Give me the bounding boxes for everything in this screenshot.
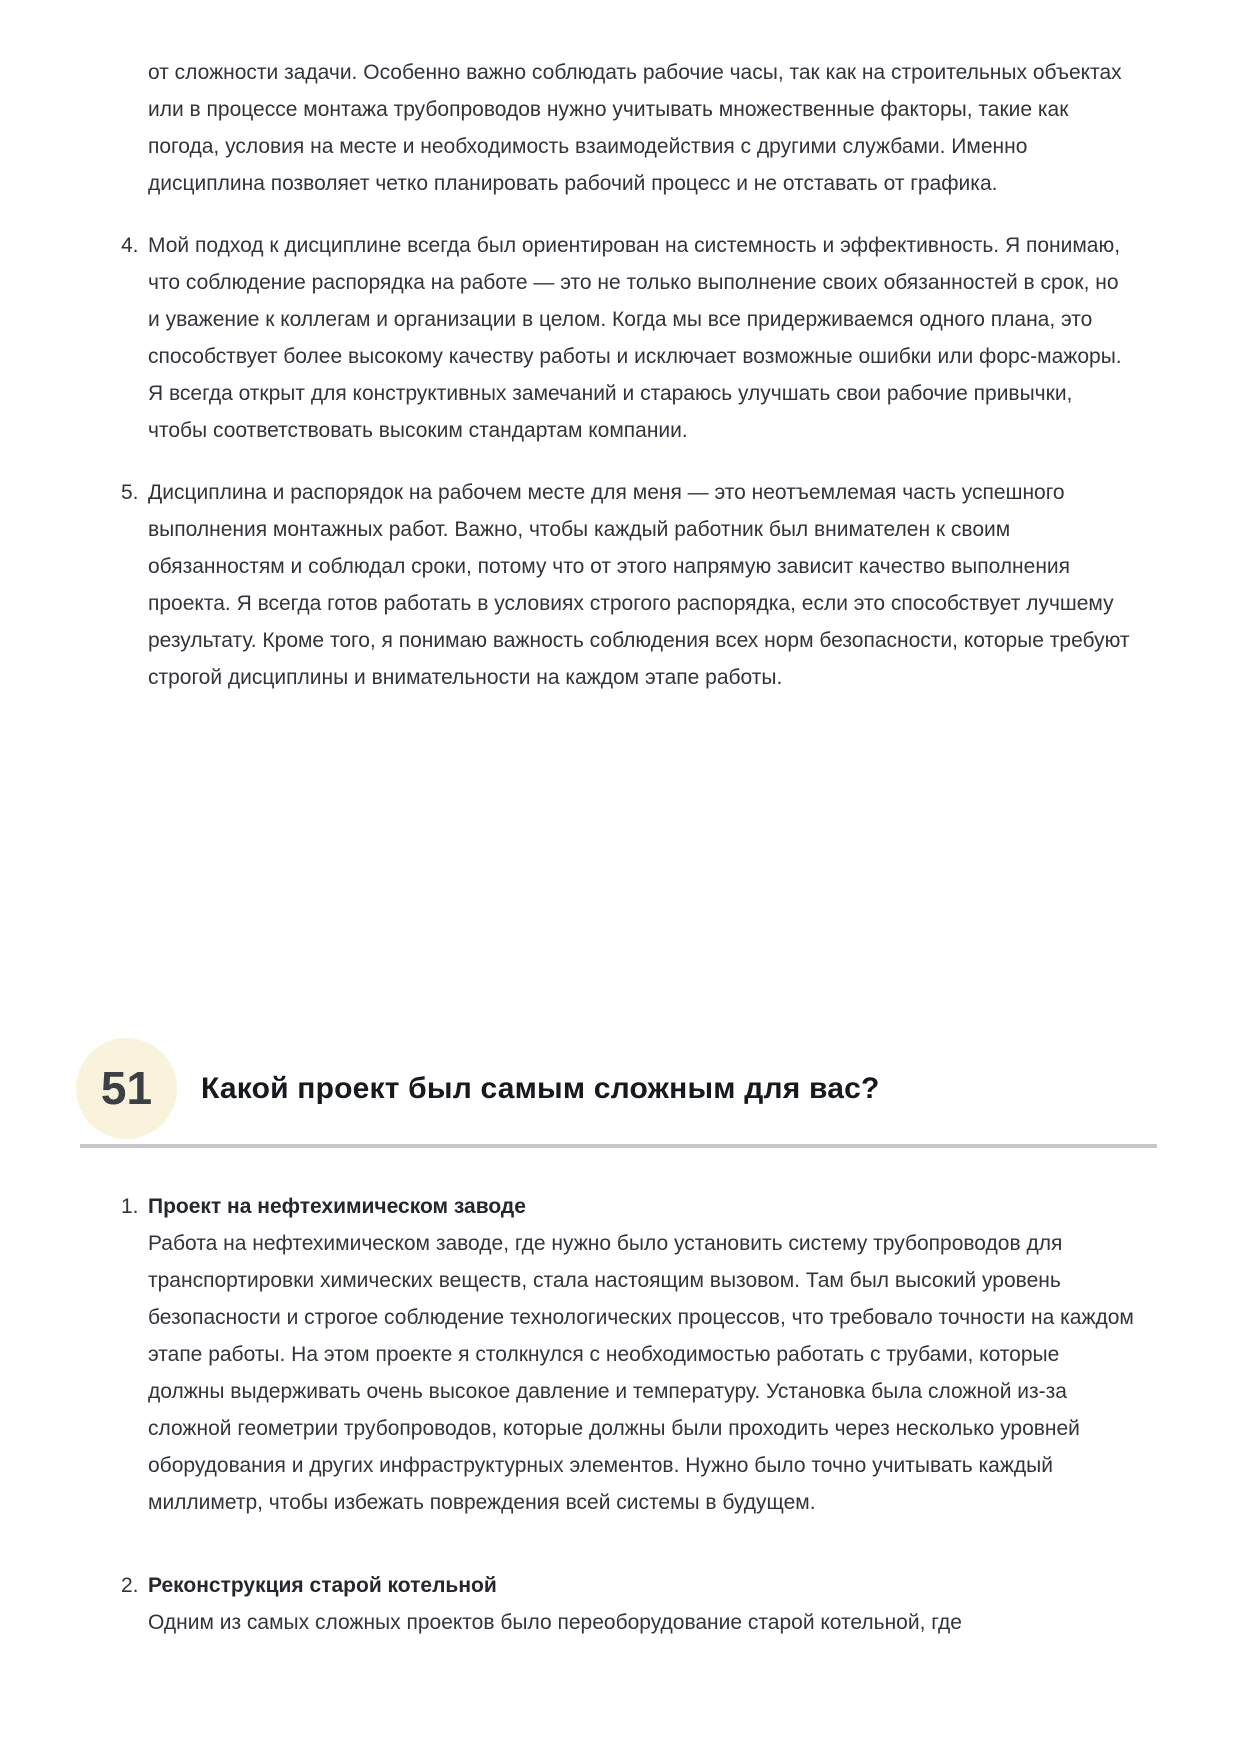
list-item	[121, 227, 1135, 449]
section-divider	[80, 1144, 1157, 1148]
list-item-number: 5.	[121, 481, 139, 504]
previous-answer-section	[121, 54, 1135, 696]
answer-item	[121, 1188, 1135, 1521]
answer-item-number: 1.	[121, 1195, 139, 1218]
answer-item-text: Работа на нефтехимическом заводе, где нужно было установить систему трубопроводов для транспортировки химических веществ, стала настоящим вызовом. Там был высокий уровень безопасности и строгое соблюдение технологических процессов, что требовало точности на каждом этапе работы. На этом проекте я столкнулся с необходимостью работать с трубами, которые должны выдерживать очень высокое давление и температуру. Установка была сложной из-за сложной геометрии трубопроводов, которые должны были проходить через несколько уровней оборудования и других инфраструктурных элементов. Нужно было точно учитывать каждый миллиметр, чтобы избежать повреждения всей системы в будущем.	[148, 1232, 1134, 1514]
list-item-number: 4.	[121, 234, 139, 257]
answer-item-text: Одним из самых сложных проектов было переоборудование старой котельной, где	[148, 1611, 962, 1634]
answer-item	[121, 1567, 1135, 1641]
question-section-header	[76, 1038, 1157, 1148]
list-item-text: Дисциплина и распорядок на рабочем месте для меня — это неотъемлемая часть успешного выполнения монтажных работ. Важно, чтобы каждый работник был внимателен к своим обязанностям и соблюдал сроки, потому что от этого напрямую зависит качество выполнения проекта. Я всегда готов работать в условиях строгого распорядка, если это способствует лучшему результату. Кроме того, я понимаю важность соблюдения всех норм безопасности, которые требуют строгой дисциплины и внимательности на каждом этапе работы.	[148, 481, 1130, 689]
question-header-row	[76, 1038, 1157, 1139]
answer-item-title: Реконструкция старой котельной	[148, 1574, 497, 1597]
answer-section	[121, 1188, 1135, 1641]
list-item-text: Мой подход к дисциплине всегда был ориентирован на системность и эффективность. Я понимаю, что соблюдение распорядка на работе — это не только выполнение своих обязанностей в срок, но и уважение к коллегам и организации в целом. Когда мы все придерживаемся одного плана, это способствует более высокому качеству работы и исключает возможные ошибки или форс-мажоры. Я всегда открыт для конструктивных замечаний и стараюсь улучшать свои рабочие привычки, чтобы соответствовать высоким стандартам компании.	[148, 234, 1122, 442]
question-number-badge: 51	[76, 1038, 177, 1139]
answer-item-title: Проект на нефтехимическом заводе	[148, 1195, 526, 1218]
question-title: Какой проект был самым сложным для вас?	[201, 1071, 880, 1105]
answer-item-body	[148, 1567, 1135, 1641]
answer-item-number: 2.	[121, 1574, 139, 1597]
continuation-paragraph: от сложности задачи. Особенно важно соблюдать рабочие часы, так как на строительных объектах или в процессе монтажа трубопроводов нужно учитывать множественные факторы, такие как погода, условия на месте и необходимость взаимодействия с другими службами. Именно дисциплина позволяет четко планировать рабочий процесс и не отставать от графика.	[148, 61, 1122, 195]
answer-item-body	[148, 1188, 1135, 1521]
list-item	[121, 474, 1135, 696]
